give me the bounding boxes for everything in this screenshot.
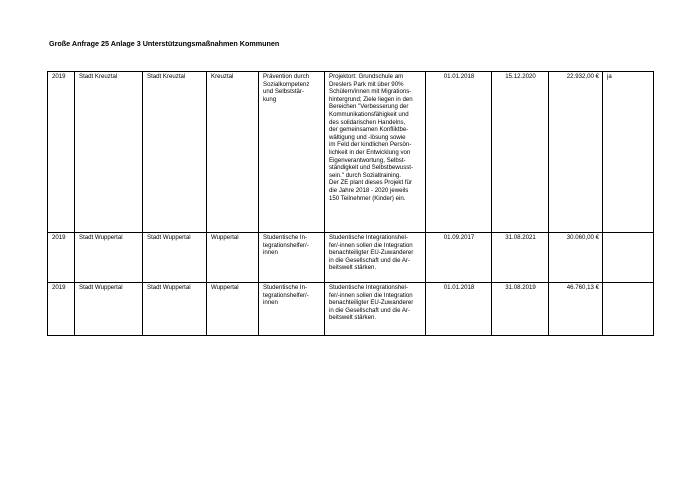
location-cell: Wuppertal — [207, 283, 259, 336]
sponsor-cell: Stadt Wuppertal — [143, 233, 207, 283]
amount-cell: 22.932,00 € — [549, 72, 603, 233]
measure-cell: Studentische In- tegrationshelfer/- innen — [259, 233, 325, 283]
description-cell: Projektort: Grundschule am Dreslers Park mit über 90% Schülern/innen mit Migrations- hintergrund; Ziele liegen in den Bereichen "Verbesserung der Kommunikationsfähigkeit und des solidarischen Handelns, der gemeinsamen Konfliktbe- wältigung und -lösung sowie im Feld der kindlichen Persön- lichkeit in der Entwicklung von Eigenverantwortung, Selbst- ständigkeit und Selbstbewusst- sein." durch Sozialtraining. Der ZE plant dieses Projekt für die Jahre 2018 - 2020 jeweils 150 Teilnehmer (Kinder) ein. — [325, 72, 426, 233]
applicant-cell: Stadt Wuppertal — [75, 233, 143, 283]
sponsor-cell: Stadt Wuppertal — [143, 283, 207, 336]
flag-cell — [603, 233, 654, 283]
end-date-cell: 31.08.2021 — [492, 233, 549, 283]
table-row — [48, 72, 654, 233]
year-cell: 2019 — [48, 233, 75, 283]
description-cell: Studentische Integrationshel- fer/-innen sollen die Integration benachteiligter EU-Zuwanderer in die Gesellschaft und die Ar- beitswelt stärken. — [325, 283, 426, 336]
start-date-cell: 01.01.2018 — [426, 283, 492, 336]
table-row — [48, 233, 654, 283]
flag-cell — [603, 283, 654, 336]
measure-cell: Studentische In- tegrationshelfer/- innen — [259, 283, 325, 336]
flag-cell: ja — [603, 72, 654, 233]
sponsor-cell: Stadt Kreuztal — [143, 72, 207, 233]
applicant-cell: Stadt Wuppertal — [75, 283, 143, 336]
applicant-cell: Stadt Kreuztal — [75, 72, 143, 233]
start-date-cell: 01.09.2017 — [426, 233, 492, 283]
location-cell: Kreuztal — [207, 72, 259, 233]
measures-table — [47, 71, 654, 336]
end-date-cell: 15.12.2020 — [492, 72, 549, 233]
start-date-cell: 01.01.2018 — [426, 72, 492, 233]
measure-cell: Prävention durch Sozialkompetenz und Selbststär- kung — [259, 72, 325, 233]
table-row — [48, 283, 654, 336]
location-cell: Wuppertal — [207, 233, 259, 283]
description-cell: Studentische Integrationshel- fer/-innen sollen die Integration benachteiligter EU-Zuwanderer in die Gesellschaft und die Ar- beitswelt stärken. — [325, 233, 426, 283]
year-cell: 2019 — [48, 72, 75, 233]
document-title: Große Anfrage 25 Anlage 3 Unterstützungsmaßnahmen Kommunen — [49, 39, 280, 48]
end-date-cell: 31.08.2019 — [492, 283, 549, 336]
amount-cell: 46.760,13 € — [549, 283, 603, 336]
year-cell: 2019 — [48, 283, 75, 336]
amount-cell: 30.060,00 € — [549, 233, 603, 283]
